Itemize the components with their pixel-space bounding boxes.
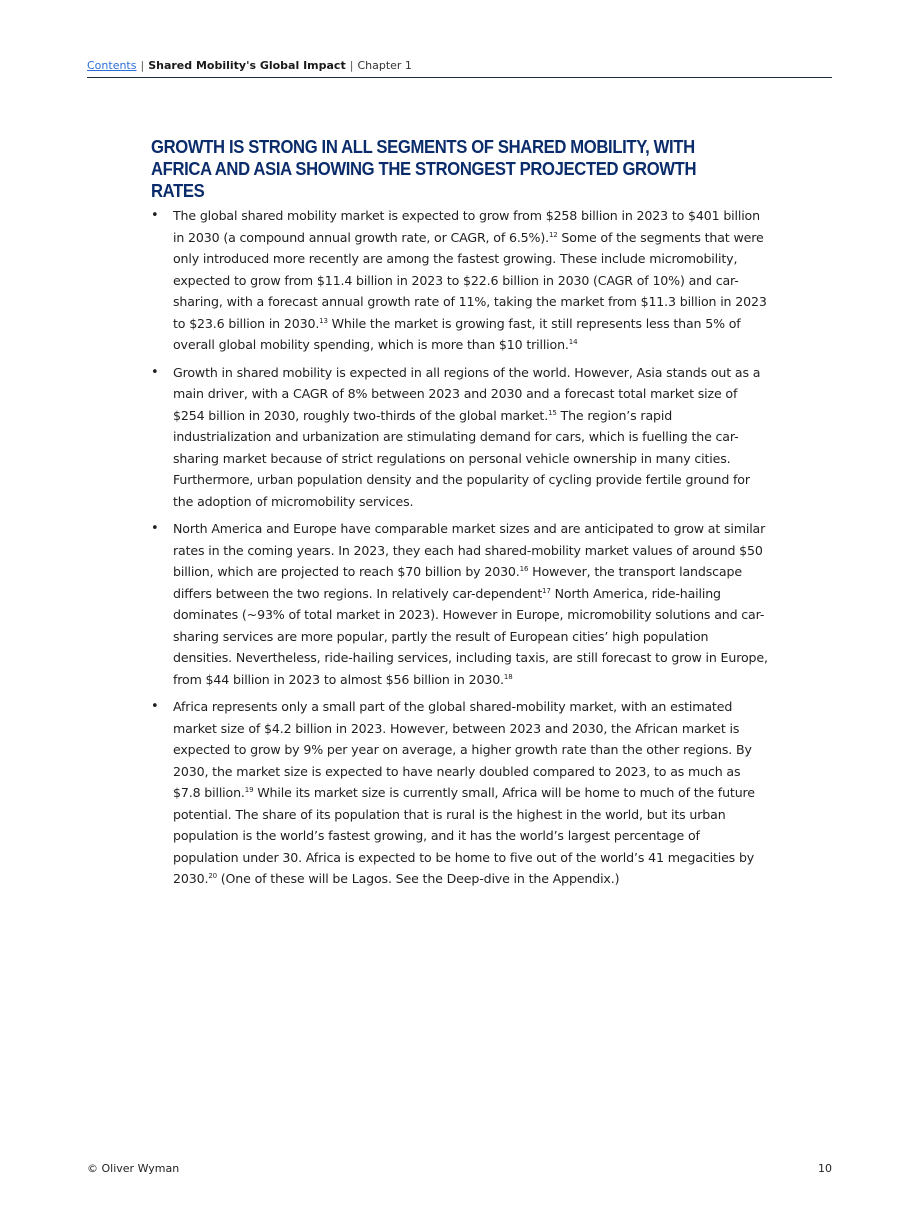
bullet-text: While the market is growing fast, it still represents less than 5% of overall global mobility spending, which is more than $10 trillion.: [173, 315, 741, 352]
footnote-ref: 20: [208, 872, 217, 880]
footnote-ref: 12: [548, 230, 558, 239]
footnote-ref: 14: [568, 338, 578, 346]
report-title: Shared Mobility's Global Impact: [148, 59, 346, 72]
chapter-label: Chapter 1: [357, 59, 412, 72]
footnote-ref: 13: [319, 316, 328, 325]
bullet-point: •: [151, 208, 159, 223]
bullet-point: •: [151, 521, 159, 536]
bullet-item: [151, 362, 769, 513]
bullet-point: •: [151, 699, 159, 714]
bullet-text: (One of these will be Lagos. See the Deep-dive in the Appendix.): [216, 871, 620, 886]
bullet-text: However, the transport landscape differs between the two regions. In relatively car-dependent: [173, 564, 742, 601]
footnote-ref: 17: [542, 586, 551, 595]
contents-link[interactable]: Contents: [87, 59, 137, 72]
bullet-text: The region’s rapid industrialization and urbanization are stimulating demand for cars, which is fuelling the car-sharing market because of strict regulations on personal vehicle ownership in many cities. Furthermore, urban population density and the popularity of cycling provide fertile ground for the adoption of micromobility services.: [173, 407, 750, 509]
bullet-item: [151, 205, 769, 356]
bullet-text: North America, ride-hailing dominates (~93% of total market in 2023). However in Europe, micromobility solutions and car-sharing services are more popular, partly the result of European cities’ high population densities. Nevertheless, ride-hailing services, including taxis, are still forecast to grow in Europe, from $44 billion in 2023 to almost $56 billion in 2030.: [173, 585, 768, 687]
footnote-ref: 18: [503, 672, 513, 681]
header-separator: |: [349, 59, 354, 72]
header-separator: |: [140, 59, 145, 72]
bullet-text: The global shared mobility market is expected to grow from $258 billion in 2023 to $401 billion in 2030 (a compound annual growth rate, or CAGR, of 6.5%).: [173, 208, 760, 245]
footnote-ref: 15: [548, 408, 557, 417]
footnote-ref: 16: [519, 565, 529, 573]
footnote-ref: 19: [244, 786, 254, 794]
bullet-text: Africa represents only a small part of the global shared-mobility market, with an estimated market size of $4.2 billion in 2023. However, between 2023 and 2030, the African market is expected to grow by 9% per year on average, a higher growth rate than the other regions. By 2030, the market size is expected to have nearly doubled compared to 2023, to as much as $7.8 billion.: [173, 699, 752, 800]
bullet-text: North America and Europe have comparable market sizes and are anticipated to grow at similar rates in the coming years. In 2023, they each had shared-mobility market values of around $50 billion, which are projected to reach $70 billion by 2030.: [173, 521, 766, 579]
bullet-text: While its market size is currently small, Africa will be home to much of the future potential. The share of its population that is rural is the highest in the world, but its urban population is the world’s fastest growing, and it has the world’s largest percentage of population under 30. Africa is expected to be home to five out of the world’s 41 megacities by 2030.: [173, 785, 755, 886]
bullet-item: [151, 696, 769, 890]
bullet-text: Some of the segments that were only introduced more recently are among the fastest growing. These include micromobility, expected to grow from $11.4 billion in 2023 to $22.6 billion in 2030 (CAGR of 10%) and car-sharing, with a forecast annual growth rate of 11%, taking the market from $11.3 billion in 2023 to $23.6 billion in 2030.: [173, 229, 767, 331]
page-number: 10: [818, 1162, 832, 1175]
section-heading: GROWTH IS STRONG IN ALL SEGMENTS OF SHARED MOBILITY, WITH AFRICA AND ASIA SHOWING THE STRONGEST PROJECTED GROWTH RATES: [151, 136, 697, 201]
running-header: [87, 59, 832, 78]
footer-copyright: © Oliver Wyman: [87, 1162, 180, 1175]
bullet-list: [151, 205, 769, 890]
bullet-point: •: [151, 364, 159, 380]
bullet-text: Growth in shared mobility is expected in all regions of the world. However, Asia stands out as a main driver, with a CAGR of 8% between 2023 and 2030 and a forecast total market size of $254 billion in 2030, roughly two-thirds of the global market.: [173, 364, 761, 423]
bullet-item: [151, 518, 769, 690]
